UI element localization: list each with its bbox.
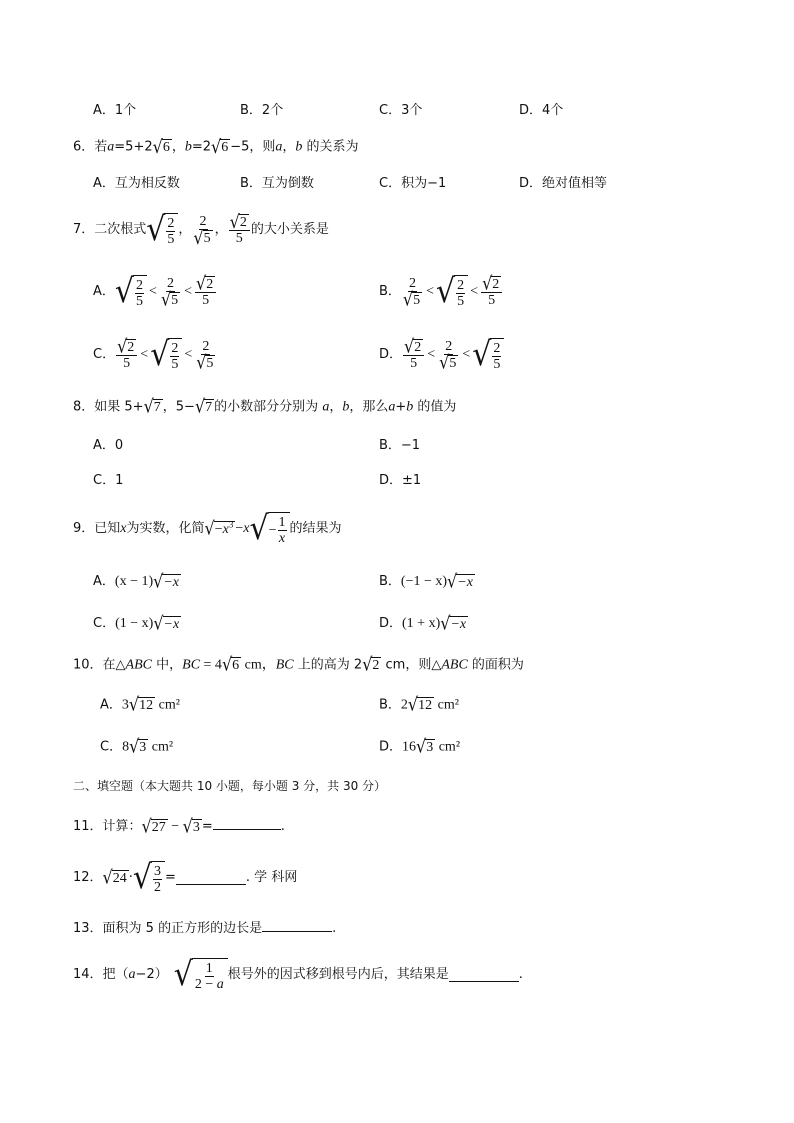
q6-text: 6．若 — [73, 139, 108, 155]
q8-var-a: a — [322, 399, 330, 415]
q11-text: = — [201, 819, 213, 834]
q8-text: 的小数部分分别为 — [214, 399, 319, 415]
q6-text: 的关系为 — [302, 139, 359, 155]
q10-option-label: B． — [379, 697, 401, 713]
q8-sqrt-7: √ 7 — [143, 395, 161, 418]
q6-var-a: a — [107, 139, 115, 155]
q6-text: ， — [282, 139, 296, 155]
q9-option-label: D． — [379, 616, 403, 632]
q9-option-label: A． — [93, 574, 115, 590]
q8-var-b: b — [342, 399, 350, 415]
q10-text: cm，则△ — [381, 657, 442, 673]
q6-text: ， — [171, 139, 185, 155]
q8-text: ，5− — [162, 399, 195, 415]
q11-text: 11．计算： — [73, 819, 142, 834]
q8-text: ， — [329, 399, 343, 415]
q8-text: ，那么 — [349, 399, 389, 415]
q12-text: 12． — [73, 870, 103, 885]
q6-option-b: B．互为倒数 — [240, 176, 314, 191]
q12-stem — [73, 856, 297, 900]
q9-option-label: B． — [379, 574, 401, 590]
q10-text: 10．在△ — [73, 657, 126, 673]
q7-text: ， — [178, 222, 192, 237]
q10-side-bc: BC — [182, 657, 201, 673]
q6-text: −5，则 — [230, 139, 276, 155]
q8-option-b: B．−1 — [379, 438, 421, 453]
q10-sqrt-6: √ 6 — [221, 653, 240, 676]
q11-text: . — [280, 819, 285, 834]
q14-text: . — [518, 967, 523, 982]
q9-text: 为实数，化简 — [126, 521, 205, 536]
q14-text: 14．把（ — [73, 967, 129, 982]
q7-option-label: C． — [93, 347, 116, 362]
q9-stem — [73, 506, 342, 552]
q11-stem — [73, 817, 285, 835]
q10-text: 的面积为 — [467, 657, 524, 673]
q14-answer-blank[interactable] — [449, 969, 519, 982]
q7-option-label: B． — [379, 284, 401, 299]
q5-option-c: C．3个 — [379, 103, 423, 118]
q8-text: 的值为 — [413, 399, 457, 415]
q7-option-b: B． 2 √ 5 < √ $\frac{2}{5}$ < √ 2 5 — [379, 270, 503, 314]
q10-option-label: D． — [379, 739, 403, 755]
q10-stem — [73, 653, 524, 676]
q12-answer-blank[interactable] — [176, 872, 246, 885]
q9-var-x: x — [120, 521, 127, 536]
q7-text: 的大小关系是 — [250, 222, 329, 237]
q8-var-a: a — [388, 399, 396, 415]
q14-text: 根号外的因式移到根号内后，其结果是 — [227, 967, 449, 982]
q8-text: + — [395, 399, 407, 415]
q5-option-b: B．2个 — [240, 103, 284, 118]
q14-sqrt-1-over-2-minus-a: √ $\frac{1}{2 - a}$ — [174, 958, 228, 992]
q10-option-a: A．3 √ 12 cm² — [100, 693, 180, 716]
q10-triangle-abc: ABC — [441, 657, 468, 673]
q9-sqrt-neg-x-cubed: √ $-x^3$ — [204, 517, 234, 540]
q10-triangle-abc: ABC — [125, 657, 152, 673]
q5-option-a: A．1个 — [93, 103, 137, 118]
q9-option-d: D．(1 + x) √ −x — [379, 612, 467, 635]
q11-answer-blank[interactable] — [213, 817, 281, 830]
q10-option-label: A． — [100, 697, 122, 713]
q9-option-b: B．(−1 − x) √ −x — [379, 570, 473, 593]
q12-sqrt-3-over-2: √ $\frac{3}{2}$ — [133, 861, 165, 895]
q10-option-b: B．2 √ 12 cm² — [379, 693, 459, 716]
q7-2-over-sqrt5: 2 √ 5 — [193, 214, 211, 249]
q6-var-a: a — [275, 139, 283, 155]
q8-stem — [73, 395, 457, 418]
q10-sqrt-2: √ 2 — [362, 653, 380, 676]
q7-option-c: C． √ 2 5 < √ $\frac{2}{5}$ < 2 √ 5 — [93, 335, 214, 374]
q7-option-a: A． √ $\frac{2}{5}$ < 2 √ 5 < √ 2 5 — [93, 270, 217, 314]
q13-text: 13．面积为 5 的正方形的边长是 — [73, 921, 263, 936]
q6-option-a: A．互为相反数 — [93, 176, 180, 191]
q13-text: . — [332, 921, 337, 936]
q12-text: . 学 科网 — [245, 870, 298, 885]
q6-stem — [73, 135, 359, 158]
q11-sqrt-3: √ 3 — [182, 815, 200, 837]
q6-var-b: b — [295, 139, 303, 155]
q9-option-c: C．(1 − x) √ −x — [93, 612, 180, 635]
q6-text: =2 — [191, 139, 211, 155]
q12-sqrt-24: √ 24 — [102, 866, 127, 889]
q8-option-c: C．1 — [93, 473, 124, 488]
q13-stem — [73, 919, 336, 937]
q12-text: · — [128, 870, 133, 885]
q9-option-label: C． — [93, 616, 116, 632]
q14-text: −2） — [135, 967, 168, 982]
q6-option-c: C．积为−1 — [379, 176, 447, 191]
q10-text: 中， — [152, 657, 183, 673]
q7-option-label: A． — [93, 284, 115, 299]
q7-text: ， — [214, 222, 228, 237]
q9-text: 9．已知 — [73, 521, 121, 536]
q6-sqrt-6: √ 6 — [211, 135, 229, 158]
q7-option-label: D． — [379, 347, 403, 362]
q7-sqrt2-over-5: √ 2 5 — [229, 214, 250, 246]
q7-text: 7．二次根式 — [73, 222, 147, 237]
q10-text: cm， — [241, 657, 276, 673]
q10-option-label: C． — [100, 739, 123, 755]
q10-text: = 4 — [200, 657, 222, 673]
q10-option-d: D．16 √ 3 cm² — [379, 735, 461, 758]
q6-option-d: D．绝对值相等 — [519, 176, 608, 191]
q6-text: =5+2 — [114, 139, 153, 155]
section-2-heading: 二、填空题（本大题共 10 小题，每小题 3 分，共 30 分） — [73, 779, 387, 793]
q6-var-b: b — [184, 139, 192, 155]
q14-var-a: a — [128, 967, 136, 982]
q14-stem — [73, 952, 523, 998]
q7-sqrt-2-over-5: √ $\frac{2}{5}$ — [146, 213, 178, 247]
q9-text: − — [235, 521, 244, 536]
q6-sqrt-6: √ 6 — [152, 135, 170, 158]
q10-side-bc: BC — [275, 657, 294, 673]
q10-option-c: C．8 √ 3 cm² — [100, 735, 174, 758]
q9-text: 的结果为 — [289, 521, 342, 536]
q10-text: 上的高为 2 — [293, 657, 363, 673]
q5-option-d: D．4个 — [519, 103, 564, 118]
q9-option-a: A．(x − 1) √ −x — [93, 570, 180, 593]
q11-sqrt-27: √ 27 — [141, 815, 166, 837]
q8-sqrt-7: √ 7 — [194, 395, 213, 418]
q8-var-b: b — [406, 399, 414, 415]
q9-sqrt-neg-1-over-x: √ − $\frac{1}{x}$ — [249, 512, 289, 546]
q8-option-a: A．0 — [93, 438, 124, 453]
q9-var-x: x — [243, 521, 250, 536]
q7-stem — [73, 208, 329, 252]
q7-option-d: D． √ 2 5 < 2 √ 5 < √ $\frac{2}{5}$ — [379, 333, 504, 377]
q8-option-d: D．±1 — [379, 473, 422, 488]
q8-text: 8．如果 5+ — [73, 399, 144, 415]
q13-answer-blank[interactable] — [262, 919, 332, 932]
q11-text: − — [167, 819, 183, 834]
q12-text: = — [165, 870, 176, 885]
